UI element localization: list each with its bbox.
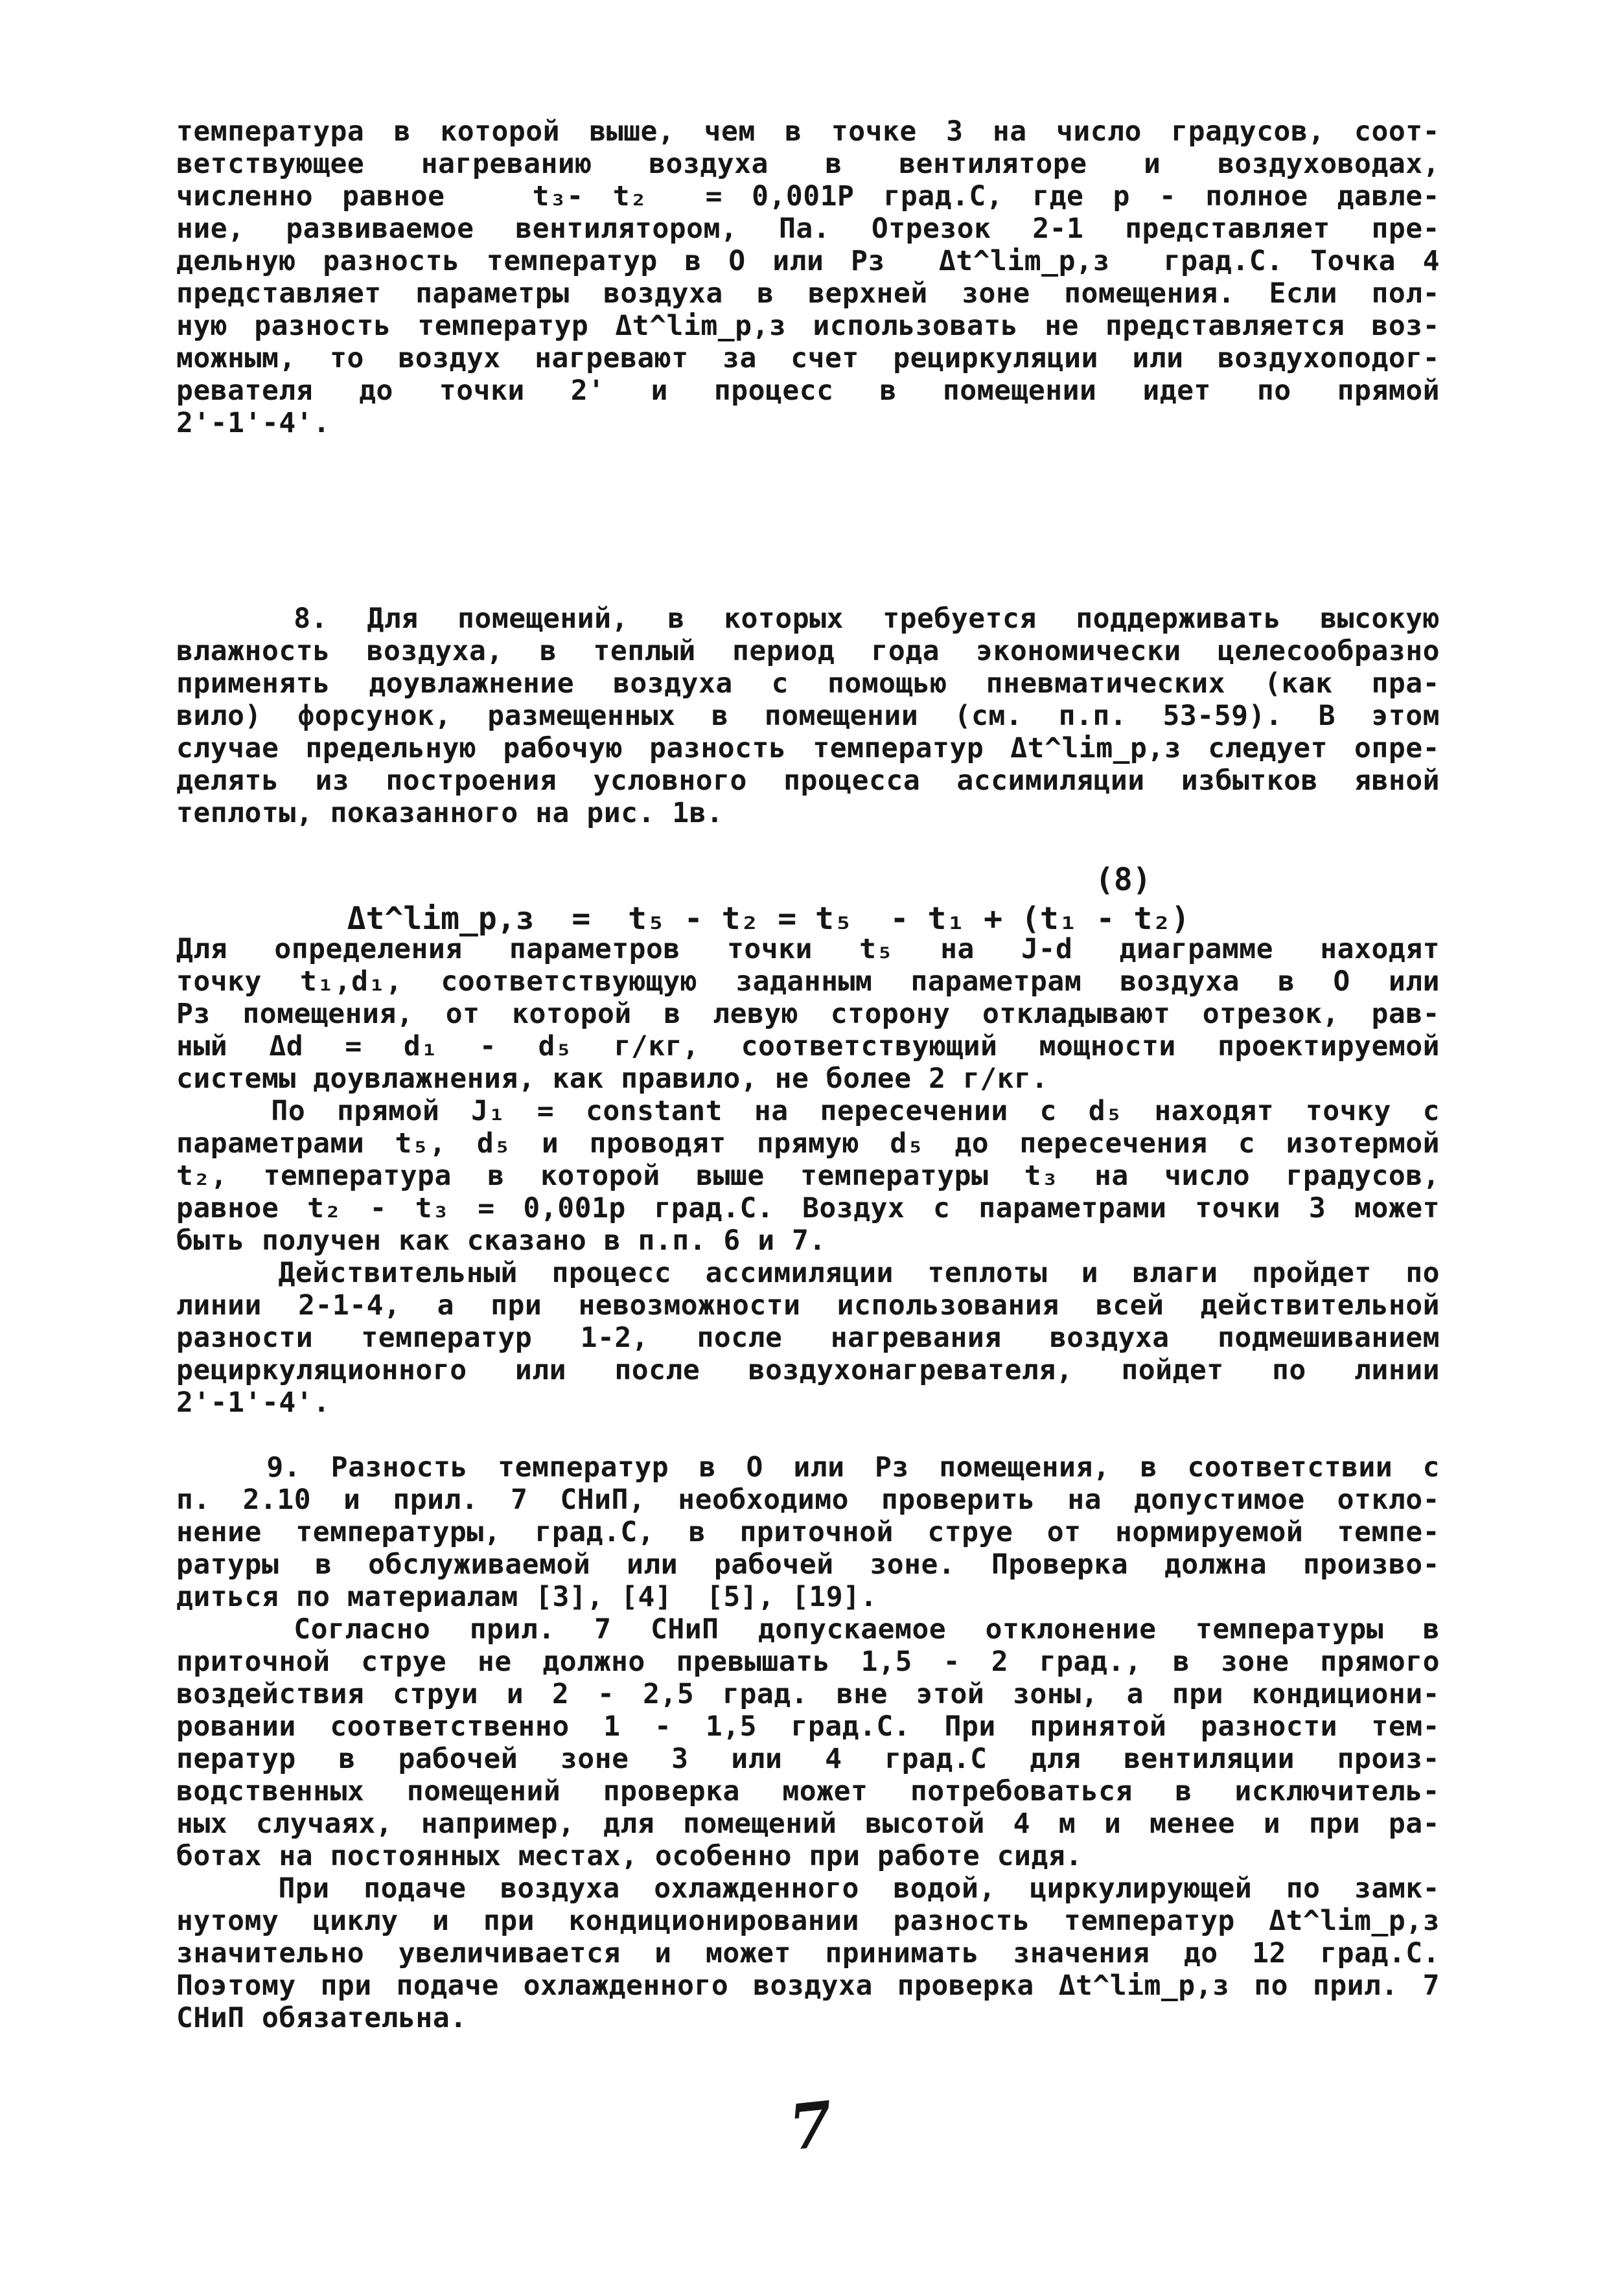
text-line: 8. Для помещений, в которых требуется поддерживать высокую (176, 603, 1440, 635)
text-line: При подаче воздуха охлажденного водой, циркулирующей по замк- (176, 1872, 1440, 1905)
text-line: п. 2.10 и прил. 7 СНиП, необходимо проверить на допустимое откло- (176, 1484, 1440, 1516)
text-line: Согласно прил. 7 СНиП допускаемое отклонение температуры в (176, 1613, 1440, 1646)
text-line: разности температур 1-2, после нагревания воздуха подмешиванием (176, 1322, 1440, 1354)
text-line: t₂, температура в которой выше температуры t₃ на число градусов, (176, 1160, 1440, 1192)
text-line: водственных помещений проверка может потребоваться в исключитель- (176, 1775, 1440, 1808)
text-line: По прямой J₁ = constant на пересечении с d₅ находят точку с (176, 1095, 1440, 1127)
text-line: Поэтому при подаче охлажденного воздуха проверка Δt^lim_р,з по прил. 7 (176, 1969, 1440, 2002)
text-line: 9. Разность температур в О или Рз помещения, в соответствии с (176, 1451, 1440, 1484)
text-line: СНиП обязательна. (176, 2002, 467, 2034)
text-line: Действительный процесс ассимиляции теплоты и влаги пройдет по (176, 1257, 1440, 1289)
text-line: параметрами t₅, d₅ и проводят прямую d₅ до пересечения с изотермой (176, 1127, 1440, 1160)
text-line: влажность воздуха, в теплый период года экономически целесообразно (176, 635, 1440, 667)
text-line: вило) форсунок, размещенных в помещении (см. п.п. 53-59). В этом (176, 700, 1440, 732)
text-line: нение температуры, град.С, в приточной струе от нормируемой темпе- (176, 1516, 1440, 1548)
text-line: ние, развиваемое вентилятором, Па. Отрезок 2-1 представляет пре- (176, 212, 1440, 245)
text-line: ператур в рабочей зоне 3 или 4 град.С для вентиляции произ- (176, 1743, 1440, 1775)
text-line: приточной струе не должно превышать 1,5 - 2 град., в зоне прямого (176, 1646, 1440, 1678)
text-line: системы доувлажнения, как правило, не более 2 г/кг. (176, 1062, 1048, 1095)
text-line: представляет параметры воздуха в верхней зоне помещения. Если пол- (176, 277, 1440, 310)
paragraph-3 (176, 933, 1440, 1419)
text-line: численно равное t₃- t₂ = 0,001P град.С, где р - полное давле- (176, 180, 1440, 212)
text-line: ратуры в обслуживаемой или рабочей зоне. Проверка должна произво- (176, 1548, 1440, 1581)
text-line: значительно увеличивается и может принимать значения до 12 град.С. (176, 1937, 1440, 1969)
text-line: нутому циклу и при кондиционировании разность температур Δt^lim_р,з (176, 1905, 1440, 1937)
text-line: теплоты, показанного на рис. 1в. (176, 797, 724, 829)
text-line: быть получен как сказано в п.п. 6 и 7. (176, 1224, 826, 1257)
text-line: делять из построения условного процесса ассимиляции избытков явной (176, 764, 1440, 797)
text-line: случае предельную рабочую разность температур Δt^lim_р,з следует опре- (176, 732, 1440, 764)
text-line: температура в которой выше, чем в точке 3 на число градусов, соот- (176, 115, 1440, 148)
text-line: равное t₂ - t₃ = 0,001р град.С. Воздух с параметрами точки 3 может (176, 1192, 1440, 1224)
text-line: ботах на постоянных местах, особенно при работе сидя. (176, 1840, 1083, 1872)
paragraph-2 (176, 603, 1440, 829)
text-line: Рз помещения, от которой в левую сторону откладывают отрезок, рав- (176, 998, 1440, 1030)
text-line: ветствующее нагреванию воздуха в вентиляторе и воздуховодах, (176, 148, 1440, 180)
paragraph-4 (176, 1451, 1440, 2034)
page-number: 7 (785, 2087, 837, 2165)
text-line: 2'-1'-4'. (176, 1386, 330, 1419)
text-line: воздействия струи и 2 - 2,5 град. вне этой зоны, а при кондициони- (176, 1678, 1440, 1710)
text-line: ревателя до точки 2' и процесс в помещении идет по прямой (176, 374, 1440, 407)
formula-expression: Δt^lim_р,з = t₅ - t₂ = t₅ - t₁ + (t₁ - t₂) (347, 901, 1190, 937)
text-line: дельную разность температур в О или Рз Δt^lim_р,з град.С. Точка 4 (176, 245, 1440, 277)
text-line: Для определения параметров точки t₅ на J-d диаграмме находят (176, 933, 1440, 965)
text-line: линии 2-1-4, а при невозможности использования всей действительной (176, 1289, 1440, 1322)
text-line: ровании соответственно 1 - 1,5 град.С. При принятой разности тем- (176, 1710, 1440, 1743)
text-line: можным, то воздух нагревают за счет рециркуляции или воздухоподог- (176, 342, 1440, 374)
text-line: диться по материалам [3], [4] [5], [19]. (176, 1581, 877, 1613)
text-line: ных случаях, например, для помещений высотой 4 м и менее и при ра- (176, 1808, 1440, 1840)
formula-number: (8) (1095, 862, 1151, 898)
text-line: точку t₁,d₁, соответствующую заданным параметрам воздуха в О или (176, 965, 1440, 998)
text-line: 2'-1'-4'. (176, 407, 330, 439)
text-line: ный Δd = d₁ - d₅ г/кг, соответствующий мощности проектируемой (176, 1030, 1440, 1062)
paragraph-1 (176, 115, 1440, 439)
text-line: применять доувлажнение воздуха с помощью пневматических (как пра- (176, 667, 1440, 700)
text-line: ную разность температур Δt^lim_р,з использовать не представляется воз- (176, 310, 1440, 342)
text-line: рециркуляционного или после воздухонагревателя, пойдет по линии (176, 1354, 1440, 1386)
